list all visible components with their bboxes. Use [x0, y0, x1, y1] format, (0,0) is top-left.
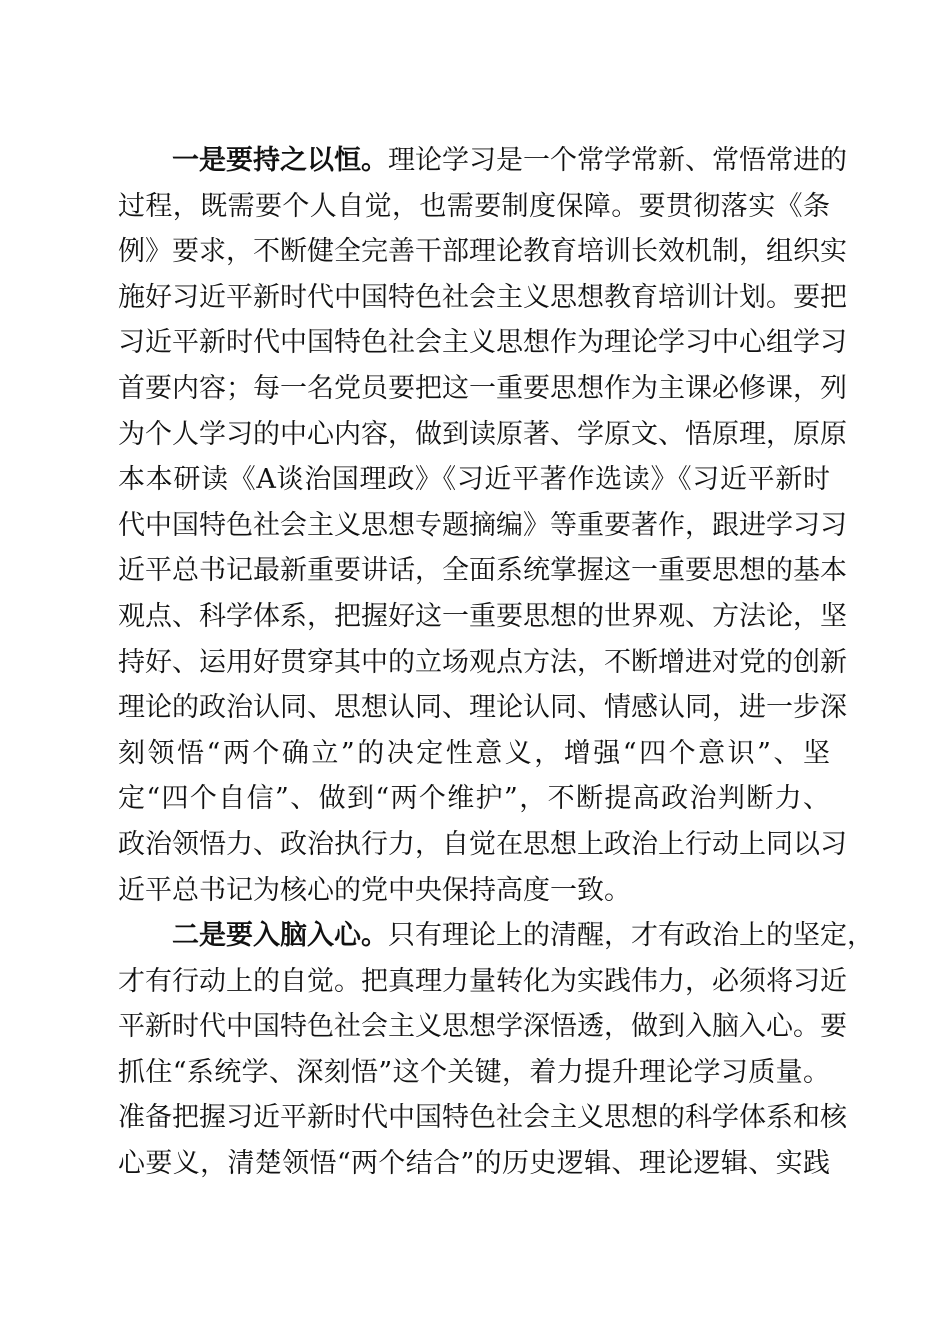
line-text: 理论学习是一个常学常新、常悟常进的 — [388, 145, 847, 176]
text-line: 代中国特色社会主义思想专题摘编》等重要著作，跟进学习习 — [118, 509, 847, 541]
text-line: 政治领悟力、政治执行力，自觉在思想上政治上行动上同以习 — [118, 828, 847, 860]
text-line: 才有行动上的自觉。把真理力量转化为实践伟力，必须将习近 — [118, 965, 847, 997]
text-line: 准备把握习近平新时代中国特色社会主义思想的科学体系和核 — [118, 1102, 847, 1134]
paragraph-lead: 一是要持之以恒。 — [172, 145, 388, 176]
paragraph-first-line — [118, 138, 847, 184]
text-line: 观点、科学体系，把握好这一重要思想的世界观、方法论，坚 — [118, 600, 847, 632]
paragraph-lead: 二是要入脑入心。 — [172, 920, 388, 951]
paragraph-internalize — [118, 913, 874, 1187]
text-line: 平新时代中国特色社会主义思想学深悟透，做到入脑入心。要 — [118, 1011, 847, 1043]
text-line: 近平总书记最新重要讲话，全面系统掌握这一重要思想的基本 — [118, 555, 847, 587]
paragraph-first-line — [118, 913, 874, 959]
text-line: 近平总书记为核心的党中央保持高度一致。 — [118, 874, 631, 906]
line-text: 只有理论上的清醒，才有政治上的坚定， — [388, 920, 874, 951]
text-line: 例》要求，不断健全完善干部理论教育培训长效机制，组织实 — [118, 236, 847, 268]
text-line: 持好、运用好贯穿其中的立场观点方法，不断增进对党的创新 — [118, 646, 847, 678]
text-line: 过程，既需要个人自觉，也需要制度保障。要贯彻落实《条 — [118, 190, 830, 222]
text-line: 理论的政治认同、思想认同、理论认同、情感认同，进一步深 — [118, 692, 847, 724]
text-line: 习近平新时代中国特色社会主义思想作为理论学习中心组学习 — [118, 327, 847, 359]
text-line: 为个人学习的中心内容，做到读原著、学原文、悟原理，原原 — [118, 418, 847, 450]
text-line: 定“四个自信”、做到“两个维护”，不断提高政治判断力、 — [118, 783, 830, 815]
paragraph-persistence — [118, 138, 847, 913]
text-line: 心要义，清楚领悟“两个结合”的历史逻辑、理论逻辑、实践 — [118, 1147, 830, 1179]
text-line: 首要内容；每一名党员要把这一重要思想作为主课必修课，列 — [118, 372, 847, 404]
text-line: 刻领悟“两个确立”的决定性意义，增强“四个意识”、坚 — [118, 737, 830, 769]
text-line: 施好习近平新时代中国特色社会主义思想教育培训计划。要把 — [118, 281, 847, 313]
text-line: 本本研读《A谈治国理政》《习近平著作选读》《习近平新时 — [118, 464, 830, 496]
text-line: 抓住“系统学、深刻悟”这个关键，着力提升理论学习质量。 — [118, 1056, 830, 1088]
